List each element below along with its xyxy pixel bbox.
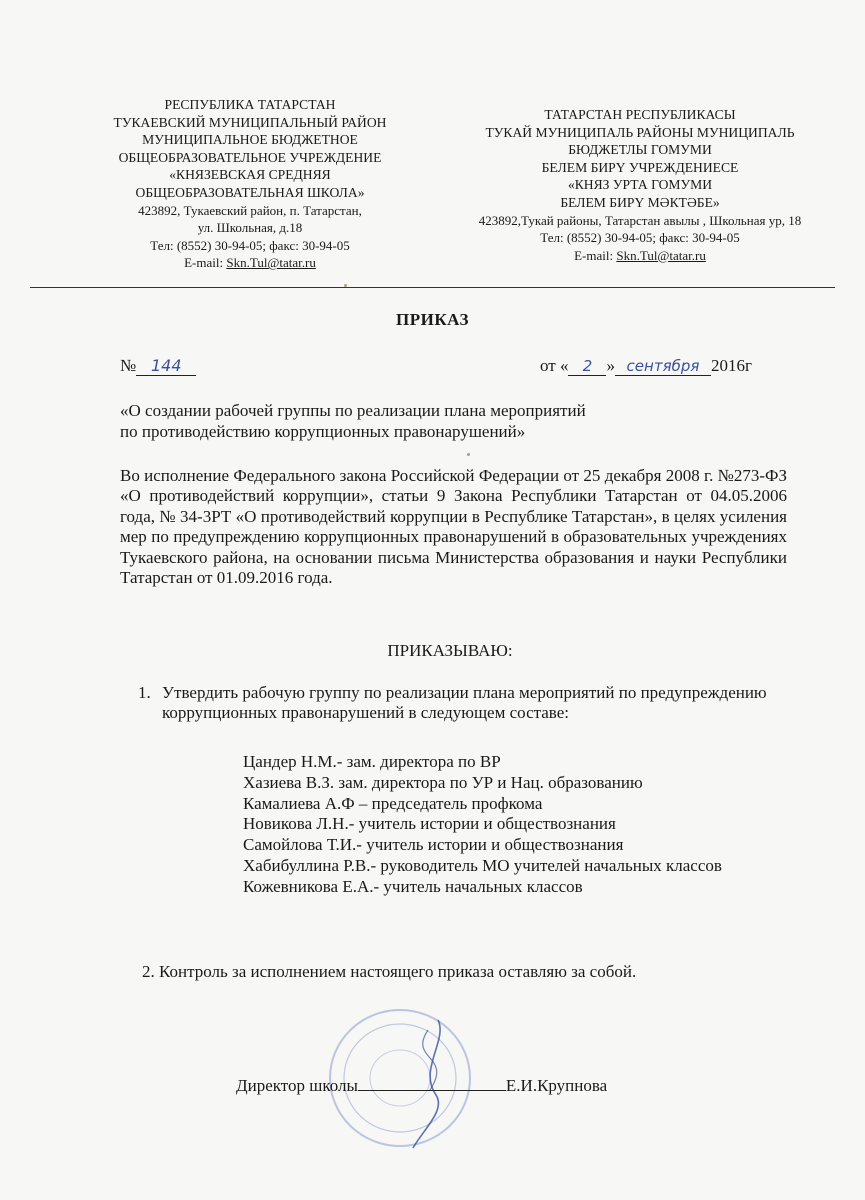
order-item-1	[138, 683, 778, 723]
signer-name: Е.И.Крупнова	[505, 1076, 608, 1095]
order-item-2: 2. Контроль за исполнением настоящего приказа оставляю за собой.	[142, 962, 637, 981]
header-right-line: БЕЛЕМ БИРҮ УЧРЕЖДЕНИЕСЕ	[541, 159, 739, 175]
order-subject	[120, 400, 760, 442]
page-title: ПРИКАЗ	[396, 310, 469, 329]
member-item: Хазиева В.З. зам. директора по УР и Нац. образованию	[243, 772, 643, 792]
header-left-line: РЕСПУБЛИКА ТАТАРСТАН	[164, 97, 336, 112]
date-mid: »	[606, 356, 615, 375]
member-item: Камалиева А.Ф – председатель профкома	[243, 793, 543, 813]
member-item: Новикова Л.Н.- учитель истории и обществознания	[243, 814, 616, 834]
item-number: 1.	[138, 683, 151, 702]
header-left-line: МУНИЦИПАЛЬНОЕ БЮДЖЕТНОЕ	[142, 132, 358, 148]
header-left-line: Тел: (8552) 30-94-05; факс: 30-94-05	[150, 237, 350, 253]
header-right-line: 423892,Тукай районы, Татарстан авылы , Школьная ур, 18	[478, 212, 802, 228]
order-date	[540, 356, 752, 376]
header-right-line: ТАТАРСТАН РЕСПУБЛИКАСЫ	[544, 107, 736, 122]
date-month: сентября	[615, 357, 711, 376]
header-left-line: ОБЩЕОБРАЗОВАТЕЛЬНАЯ ШКОЛА»	[135, 184, 365, 200]
header-right-line: ТУКАЙ МУНИЦИПАЛЬ РАЙОНЫ МУНИЦИПАЛЬ	[485, 124, 795, 140]
member-item: Хабибуллина Р.В.- руководитель МО учителей начальных классов	[243, 855, 722, 875]
scan-speck	[467, 453, 470, 456]
header-divider	[30, 287, 835, 288]
order-directive-heading: ПРИКАЗЫВАЮ:	[387, 641, 513, 660]
header-left-email	[95, 254, 405, 272]
working-group-members	[243, 752, 788, 898]
header-right-line: Тел: (8552) 30-94-05; факс: 30-94-05	[540, 230, 740, 246]
header-left-line: 423892, Тукаевский район, п. Татарстан,	[138, 202, 362, 218]
member-item: Самойлова Т.И.- учитель истории и обществознания	[243, 835, 624, 855]
header-left-line: «КНЯЗЕВСКАЯ СРЕДНЯЯ	[169, 167, 331, 183]
signature-block	[236, 1076, 607, 1096]
subject-line: «О создании рабочей группы по реализации плана мероприятий	[120, 401, 586, 420]
date-year: 2016г	[710, 356, 752, 375]
header-right-line: БЕЛЕМ БИРҮ МӘКТӘБЕ»	[560, 194, 720, 210]
header-left-line: ОБЩЕОБРАЗОВАТЕЛЬНОЕ УЧРЕЖДЕНИЕ	[118, 149, 382, 165]
email-label: E-mail:	[184, 255, 227, 271]
date-prefix: от «	[540, 356, 569, 375]
email-link[interactable]: Skn.Tul@tatar.ru	[616, 247, 706, 263]
stamp-seal-icon	[318, 1000, 488, 1150]
member-item: Цандер Н.М.- зам. директора по ВР	[243, 752, 501, 771]
order-number	[120, 356, 196, 376]
header-right-line: БЮДЖЕТЛЫ ГОМУМИ	[568, 142, 712, 158]
header-right	[435, 106, 845, 264]
header-left-line: ул. Школьная, д.18	[197, 220, 303, 236]
header-right-email	[435, 247, 845, 265]
email-label: E-mail:	[574, 247, 617, 263]
scan-speck	[344, 284, 347, 287]
signer-position: Директор школы	[236, 1076, 358, 1095]
header-right-line: «КНЯЗ УРТА ГОМУМИ	[567, 177, 713, 193]
header-left-line: ТУКАЕВСКИЙ МУНИЦИПАЛЬНЫЙ РАЙОН	[113, 114, 387, 130]
member-item: Кожевникова Е.А.- учитель начальных классов	[243, 876, 583, 896]
subject-line: по противодействию коррупционных правонарушений»	[120, 422, 526, 441]
number-prefix: №	[120, 356, 137, 375]
date-day: 2	[568, 357, 606, 376]
email-link[interactable]: Skn.Tul@tatar.ru	[226, 255, 316, 271]
order-preamble: Во исполнение Федерального закона Российской Федерации от 25 декабря 2008 г. №273-ФЗ «О противодействий коррупции», статьи 9 Закона Республики Татарстан от 04.05.2006 года, № 34-3РТ «О противодействий коррупции в Республике Татарстан», в целях усиления мер по предупреждению коррупционных правонарушений в образовательных учреждениях Тукаевского района, на основании письма Министерства образования и науки Республики Татарстан от 01.09.2016 года.	[120, 466, 787, 588]
number-value: 144	[136, 356, 196, 376]
item-text: Утвердить рабочую группу по реализации плана мероприятий по предупреждению коррупционных правонарушений в следующем составе:	[162, 683, 767, 722]
header-left	[95, 96, 405, 272]
signature-line	[358, 1076, 506, 1091]
